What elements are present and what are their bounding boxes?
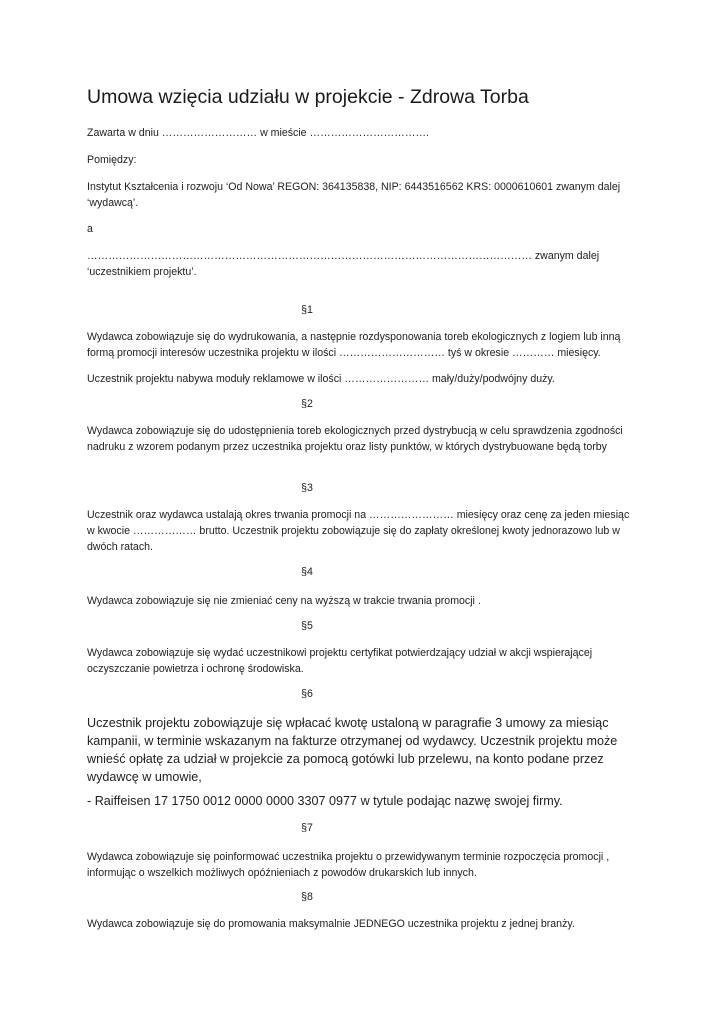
section-6-paragraph-1: Uczestnik projektu zobowiązuje się wpłacać kwotę ustaloną w paragrafie 3 umowy za miesiąc kampanii, w terminie wskazanym na fakturze otrzymanej od wydawcy. Uczestnik projektu może wnieść opłatę za udział w projekcie za pomocą gotówki lub przelewu, na konto podane przez wydawcę w umowie, xyxy=(87,716,618,784)
section-2-paragraph-1: Wydawca zobowiązuje się do udostępnienia toreb ekologicznych przed dystrybucją w celu sprawdzenia zgodności nadruku z wzorem podanym przez uczestnika projektu oraz listy punktów, w których dystrybuowane będą torby xyxy=(87,425,623,453)
between-label: Pomiędzy: xyxy=(87,154,137,166)
section-mark-6: §6 xyxy=(301,688,313,700)
section-mark-1: §1 xyxy=(301,304,313,316)
section-8-paragraph-1: Wydawca zobowiązuje się do promowania maksymalnie JEDNEGO uczestnika projektu z jednej branży. xyxy=(87,918,575,930)
section-7-paragraph-1: Wydawca zobowiązuje się poinformować uczestnika projektu o przewidywanym terminie rozpoczęcia promocji , informując o wszelkich możliwych opóźnieniach z powodów drukarskich lub innych. xyxy=(87,851,610,879)
section-mark-4: §4 xyxy=(301,566,313,578)
intro-line: Zawarta w dniu ……………………… w mieście ……………………………. xyxy=(87,127,429,139)
document-title: Umowa wzięcia udziału w projekcie - Zdrowa Torba xyxy=(87,86,529,108)
party-participant: ……………………………………………………………………………………………………………… zwanym dalej ‘uczestnikiem projektu’. xyxy=(87,250,600,278)
section-3-paragraph-1: Uczestnik oraz wydawca ustalają okres trwania promocji na …………………… miesięcy oraz cenę za jeden miesiąc w kwocie ……………… brutto. Uczestnik projektu zobowiązuje się do zapłaty określonej kwoty jednorazowo lub w dwóch ratach. xyxy=(87,509,630,553)
section-5-paragraph-1: Wydawca zobowiązuje się wydać uczestnikowi projektu certyfikat potwierdzający udział w akcji wspierającej oczyszczanie powietrza i ochronę środowiska. xyxy=(87,647,593,675)
section-mark-2: §2 xyxy=(301,398,313,410)
section-1-paragraph-2: Uczestnik projektu nabywa moduły reklamowe w ilości …………………… mały/duży/podwójny duży. xyxy=(87,373,555,385)
section-1-paragraph-1: Wydawca zobowiązuje się do wydrukowania, a następnie rozdysponowania toreb ekologicznych z logiem lub inną formą promocji interesów uczestnika projektu w ilości ………………………… tyś w okresie ………… miesięcy. xyxy=(87,331,621,359)
section-mark-7: §7 xyxy=(301,822,313,834)
section-mark-5: §5 xyxy=(301,620,313,632)
section-mark-3: §3 xyxy=(301,482,313,494)
section-mark-8: §8 xyxy=(301,891,313,903)
section-6-bank-account: - Raiffeisen 17 1750 0012 0000 0000 3307 0977 w tytule podając nazwę swojej firmy. xyxy=(87,794,563,808)
party-publisher: Instytut Kształcenia i rozwoju ‘Od Nowa’ REGON: 364135838, NIP: 6443516562 KRS: 0000610601 zwanym dalej ‘wydawcą’. xyxy=(87,181,621,209)
and-label: a xyxy=(87,223,93,235)
section-4-paragraph-1: Wydawca zobowiązuje się nie zmieniać ceny na wyższą w trakcie trwania promocji . xyxy=(87,595,481,607)
